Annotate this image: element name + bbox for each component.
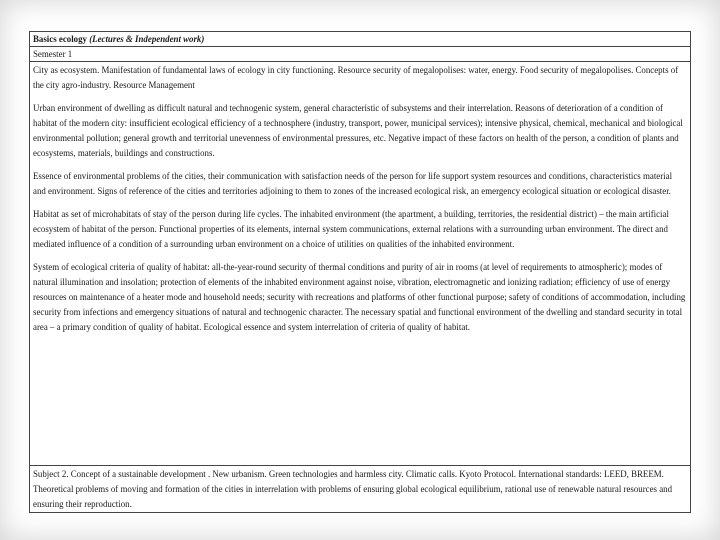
paragraph-habitat: Habitat as set of microhabitats of stay of the person during life cycles. The inhabited environment (the apartment, a building, territories, the residential district) – the main artificial ecosystem of habitat of the person. Functional properties of its elements, internal system communications, external relations with a surrounding urban environment. The direct and mediated influence of a condition of a surrounding urban environment on a choice of utilities on qualities of the inhabited environment. — [33, 209, 669, 249]
paragraph-city-ecosystem: City as ecosystem. Manifestation of fundamental laws of ecology in city functioning. Resource security of megalopolises: water, energy. Food security of megalopolises. Concepts of the city agro-industry. Resource Management — [33, 65, 679, 90]
course-title-row — [30, 32, 690, 47]
paragraph-quality-criteria: System of ecological criteria of quality of habitat: all-the-year-round security of thermal conditions and purity of air in rooms (at level of requirements to atmospheric); modes of natural illumination and insolation; protection of elements of the inhabited environment against noise, vibration, electromagnetic and ionizing radiation; efficiency of use of energy resources on maintenance of a heater mode and household needs; security with recreations and platforms of other functional purpose; safety of conditions of accommodation, including security from infections and emergency situations of natural and technogenic character. The necessary spatial and functional environment of the dwelling and standard security in total area – a primary condition of quality of habitat. Ecological essence and system interrelation of criteria of quality of habitat. — [33, 262, 686, 332]
subject-2-text: Subject 2. Concept of a sustainable development . New urbanism. Green technologies and harmless city. Climatic calls. Kyoto Protocol. International standards: LEED, BREEM. Theoretical problems of moving and formation of the cities in interrelation with problems of ensuring global ecological equilibrium, rational use of renewable natural resources and ensuring their reproduction. — [33, 469, 673, 509]
syllabus-table — [29, 31, 691, 513]
semester-row — [30, 47, 690, 62]
content-row — [30, 62, 690, 466]
paragraph-environmental-problems: Essence of environmental problems of the cities, their communication with satisfaction needs of the person for life support system resources and conditions, characteristics material and environment. Signs of reference of the cities and territories adjoining to them to zones of the increased ecological risk, an emergency ecological situation or ecological disaster. — [33, 171, 673, 196]
course-subtitle: (Lectures & Independent work) — [89, 34, 205, 44]
semester-label: Semester 1 — [33, 49, 73, 59]
subject-2-row — [30, 466, 690, 512]
course-title: Basics ecology — [33, 34, 87, 44]
paragraph-urban-environment: Urban environment of dwelling as difficult natural and technogenic system, general characteristic of subsystems and their interrelation. Reasons of deterioration of a condition of habitat of the modern city: insufficient ecological efficiency of a technosphere (industry, transport, power, municipal services); intensive physical, chemical, mechanical and biological environmental pollution; general growth and territorial unevenness of environmental pressures, etc. Negative impact of these factors on health of the person, a condition of plants and ecosystems, materials, buildings and constructions. — [33, 103, 683, 158]
